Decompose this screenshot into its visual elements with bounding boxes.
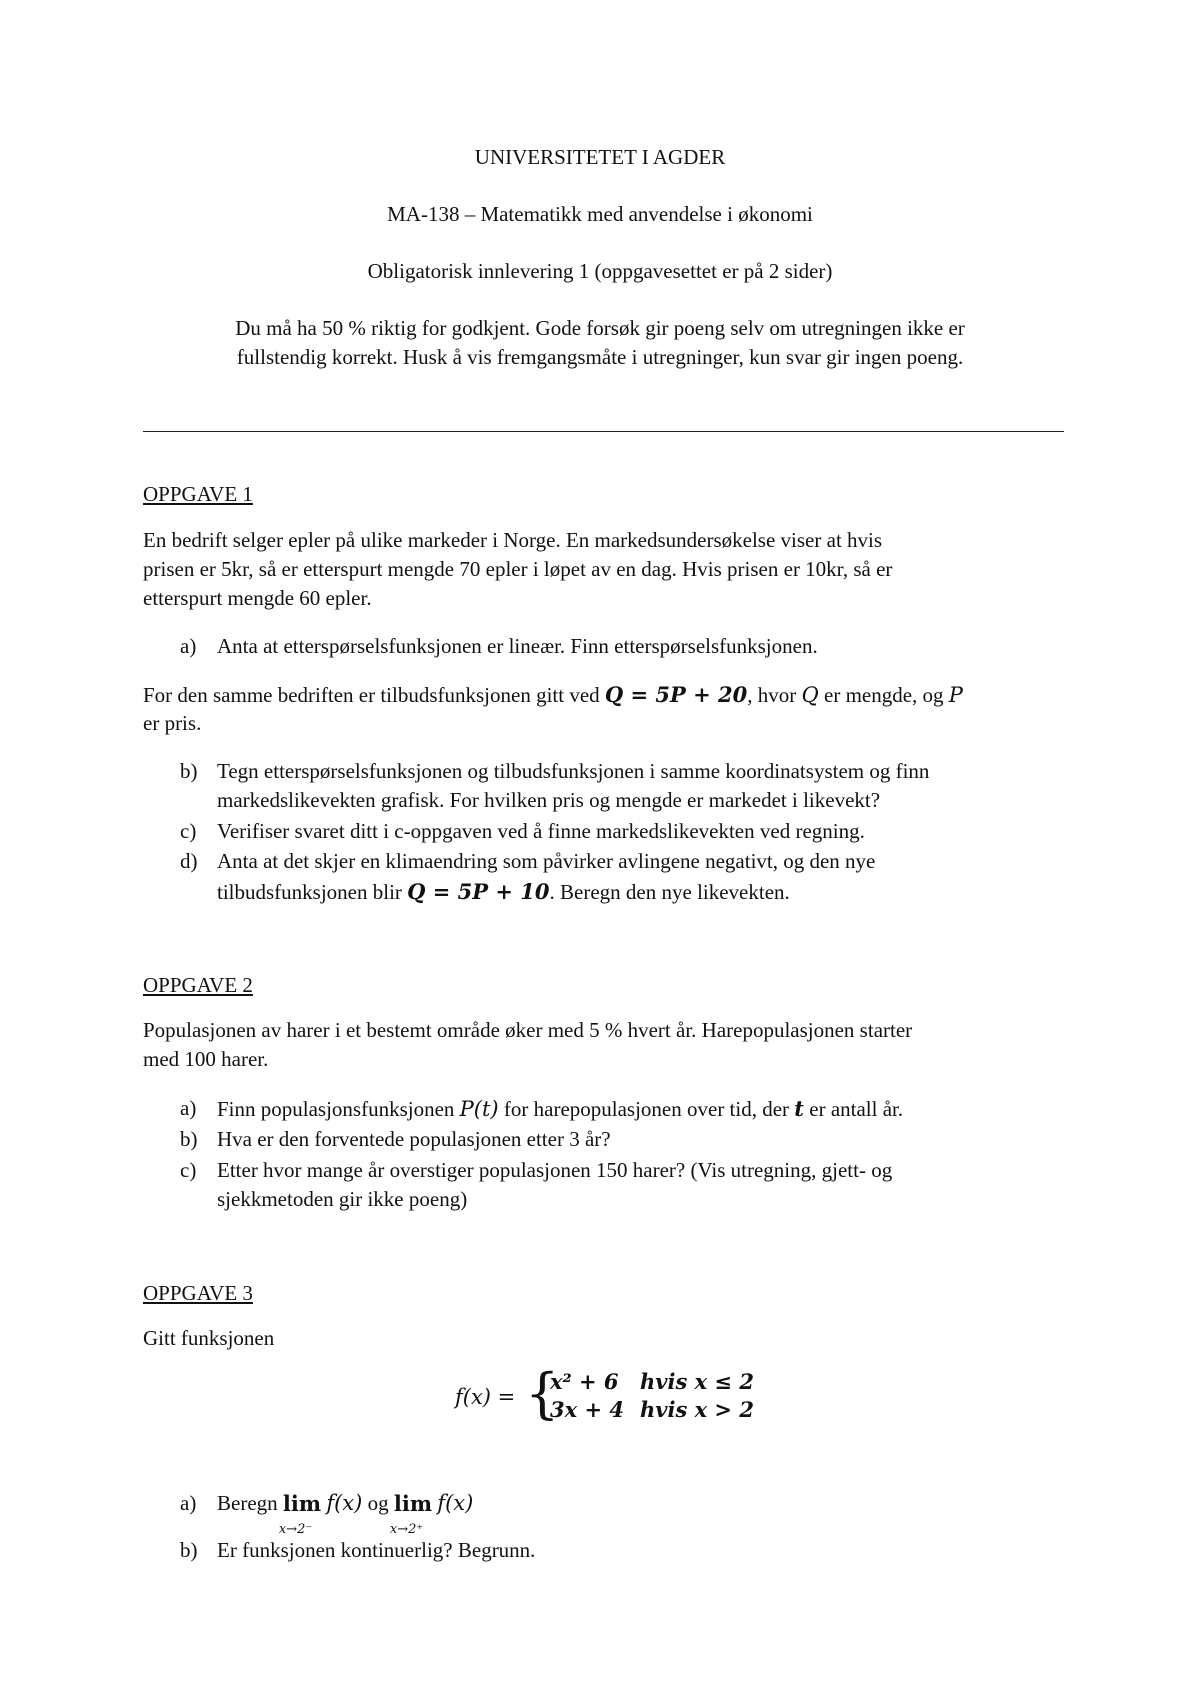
task3-b-text: Er funksjonen kontinuerlig? Begrunn. (217, 1538, 536, 1562)
task2-c-line-1: Etter hvor mange år overstiger populasjonen 150 harer? (Vis utregning, gjett- og (217, 1158, 893, 1182)
t2a-mid: for harepopulasjonen over tid, der (498, 1097, 795, 1121)
t2a-func: P(t) (459, 1097, 499, 1121)
task3-intro: Gitt funksjonen (143, 1326, 275, 1350)
task1-b-line-2: markedslikevekten grafisk. For hvilken pris og mengde er markedet i likevekt? (217, 788, 881, 812)
task1-heading: OPPGAVE 1 (143, 482, 253, 506)
d-text-post: . Beregn den nye likevekten. (549, 880, 790, 904)
lim-sub-2: x→2⁺ (389, 1522, 424, 1537)
task2-heading: OPPGAVE 2 (143, 973, 253, 997)
task3-b-label: b) (180, 1538, 198, 1562)
supply-p-symbol: P (948, 683, 963, 707)
t2a-post: er antall år. (804, 1097, 904, 1121)
supply-text-mid2: er mengde, og (818, 683, 949, 707)
university-name: UNIVERSITETET I AGDER (474, 145, 726, 169)
task1-d-label: d) (180, 849, 198, 873)
limit-right (389, 1489, 433, 1537)
task3-a-label: a) (180, 1491, 197, 1515)
task2-c-line-2: sjekkmetoden gir ikke poeng) (217, 1187, 468, 1211)
task1-d-line-2 (217, 877, 1057, 907)
task1-a-text: Anta at etterspørselsfunksjonen er lineær. Finn etterspørselsfunksjonen. (217, 634, 818, 658)
t3a-mid: og (362, 1491, 394, 1515)
task2-a-label: a) (180, 1096, 197, 1120)
t3a-pre: Beregn (217, 1491, 283, 1515)
lim-word-1: lim (282, 1491, 322, 1516)
task1-a-label: a) (180, 634, 197, 658)
instructions-line-1: Du må ha 50 % riktig for godkjent. Gode forsøk gir poeng selv om utregningen ikke er (235, 316, 965, 340)
task2-b-text: Hva er den forventede populasjonen etter 3 år? (217, 1127, 611, 1151)
assignment-title: Obligatorisk innlevering 1 (oppgavesettet er på 2 sider) (367, 259, 833, 283)
case1-cond: hvis x ≤ 2 (640, 1369, 754, 1394)
task2-a-text (217, 1094, 1057, 1124)
task1-intro-line-3: etterspurt mengde 60 epler. (143, 586, 372, 610)
lim-word-2: lim (393, 1491, 433, 1516)
task1-c-text: Verifiser svaret ditt i c-oppgaven ved å finne markedslikevekten ved regning. (217, 819, 865, 843)
supply-formula: Q = 5P + 20 (604, 682, 748, 707)
case2-expr: 3x + 4 (550, 1397, 624, 1422)
task1-supply-line-2: er pris. (143, 711, 202, 735)
task1-d-line-1: Anta at det skjer en klimaendring som påvirker avlingene negativt, og den nye (217, 849, 876, 873)
lim-fx-1: f(x) (326, 1491, 363, 1515)
func-lhs: f(x) = (455, 1385, 516, 1409)
task1-intro-line-1: En bedrift selger epler på ulike markeder i Norge. En markedsundersøkelse viser at hvis (143, 528, 883, 552)
supply-text-pre: For den samme bedriften er tilbudsfunksjonen gitt ved (143, 683, 605, 707)
d-formula: Q = 5P + 10 (407, 879, 550, 904)
d-text-pre: tilbudsfunksjonen blir (217, 880, 408, 904)
task2-intro-line-1: Populasjonen av harer i et bestemt område øker med 5 % hvert år. Harepopulasjonen starter (143, 1018, 913, 1042)
case2-cond: hvis x > 2 (640, 1397, 754, 1422)
task3-heading: OPPGAVE 3 (143, 1281, 253, 1305)
case1-expr: x² + 6 (550, 1369, 619, 1394)
limit-left (278, 1489, 322, 1537)
task1-c-label: c) (180, 819, 197, 843)
task1-intro-line-2: prisen er 5kr, så er etterspurt mengde 70 epler i løpet av en dag. Hvis prisen er 10kr, så er (143, 557, 893, 581)
task1-b-line-1: Tegn etterspørselsfunksjonen og tilbudsfunksjonen i samme koordinatsystem og finn (217, 759, 930, 783)
t2a-pre: Finn populasjonsfunksjonen (217, 1097, 460, 1121)
instructions-line-2: fullstendig korrekt. Husk å vis fremgangsmåte i utregninger, kun svar gir ingen poeng. (236, 345, 964, 369)
task2-b-label: b) (180, 1127, 198, 1151)
task2-intro-line-2: med 100 harer. (143, 1047, 269, 1071)
supply-text-mid1: , hvor (747, 683, 802, 707)
t2a-t-symbol: t (794, 1096, 804, 1121)
task1-b-label: b) (180, 759, 198, 783)
task2-c-label: c) (180, 1158, 197, 1182)
task1-supply-line (143, 680, 1063, 710)
lim-sub-1: x→2⁻ (278, 1522, 313, 1537)
lim-fx-2: f(x) (437, 1491, 474, 1515)
course-title: MA-138 – Matematikk med anvendelse i økonomi (387, 202, 813, 226)
left-brace: { (525, 1362, 560, 1425)
task3-a-text (217, 1489, 1057, 1537)
supply-q-symbol: Q (801, 683, 819, 707)
divider (143, 431, 1064, 432)
